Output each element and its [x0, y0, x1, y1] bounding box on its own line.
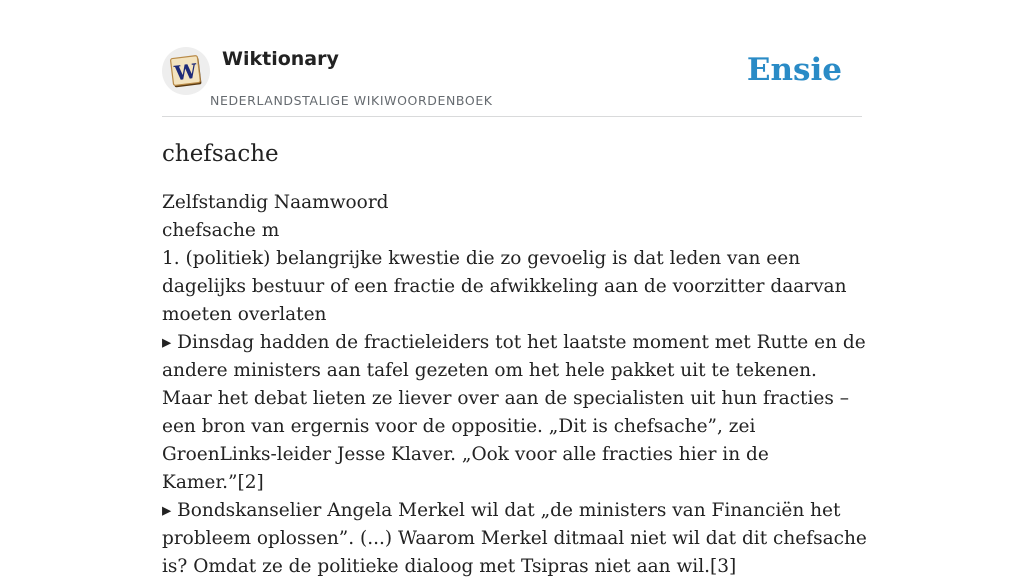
entry-body	[162, 189, 867, 581]
part-of-speech: Zelfstandig Naamwoord	[162, 192, 389, 213]
site-header	[162, 44, 862, 117]
site-tagline: NEDERLANDSTALIGE WIKIWOORDENBOEK	[210, 93, 493, 108]
wiktionary-logo-icon[interactable]	[162, 47, 210, 95]
site-name[interactable]: Wiktionary	[222, 48, 339, 70]
example-sentence: ▸ Dinsdag hadden de fractieleiders tot het laatste moment met Rutte en de andere ministers aan tafel gezeten om het hele pakket uit te tekenen. Maar het debat lieten ze liever over aan de specialisten uit hun fracties – een bron van ergernis voor de oppositie. „Dit is chefsache”, zei GroenLinks-leider Jesse Klaver. „Ook voor alle fracties hier in de Kamer.”[2]	[162, 332, 866, 493]
wiktionary-tile-icon	[166, 51, 206, 91]
logo-letter: W	[173, 58, 199, 86]
entry-term: chefsache	[162, 141, 279, 167]
headword: chefsache m	[162, 220, 280, 241]
definition: 1. (politiek) belangrijke kwestie die zo gevoelig is dat leden van een dagelijks bestuur of een fractie de afwikkeling aan de voorzitter daarvan moeten overlaten	[162, 248, 847, 325]
entry-content	[162, 138, 867, 581]
ensie-brand-logo[interactable]: Ensie	[746, 52, 842, 88]
example-sentence: ▸ Bondskanselier Angela Merkel wil dat „de ministers van Financiën het probleem oplossen”. (...) Waarom Merkel ditmaal niet wil dat dit chefsache is? Omdat ze de politieke dialoog met Tsipras niet aan wil.[3]	[162, 500, 867, 577]
